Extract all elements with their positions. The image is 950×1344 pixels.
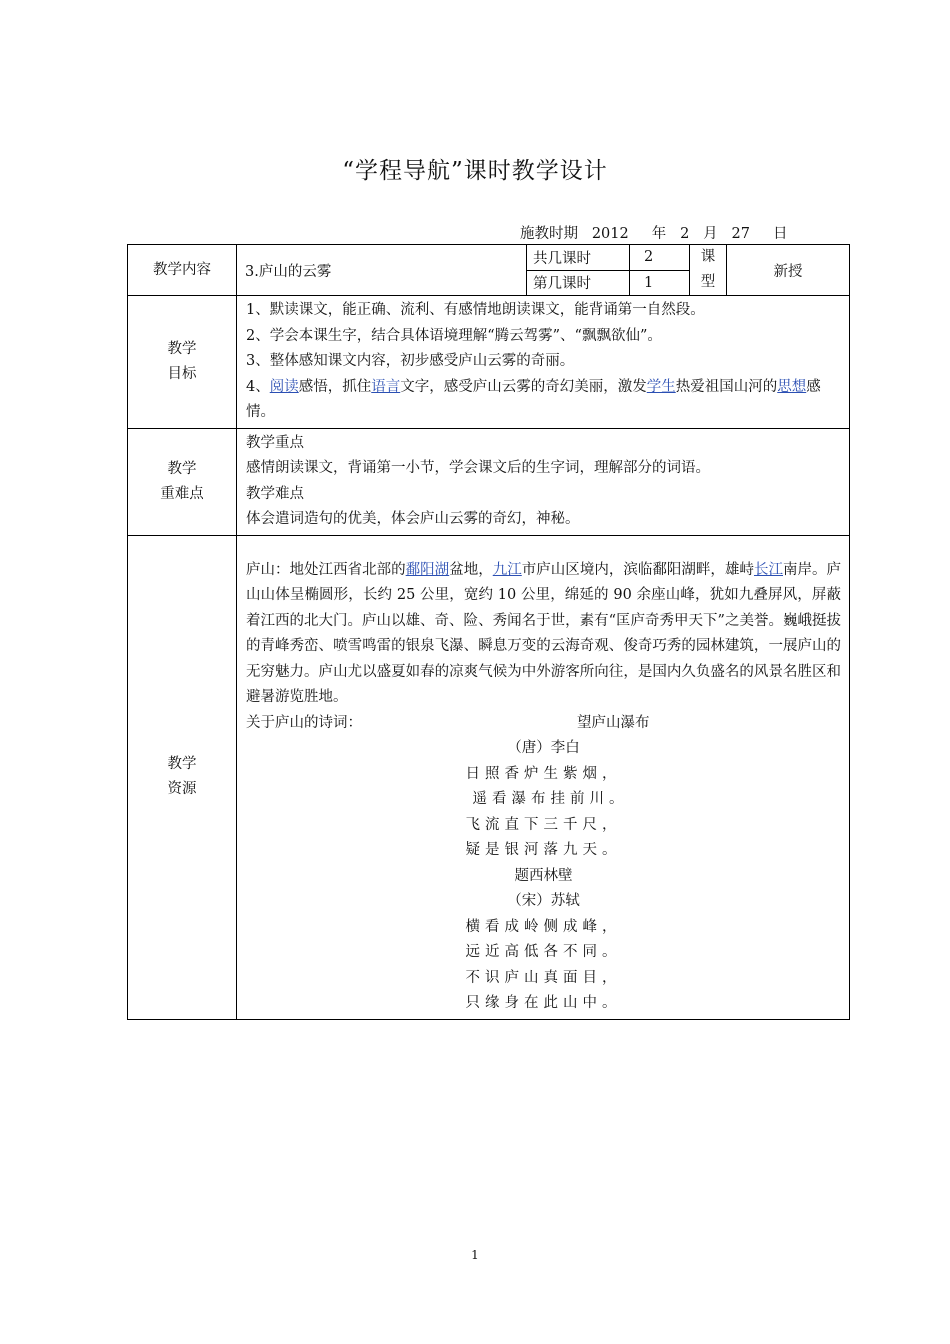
date-month-unit: 月: [703, 226, 718, 242]
poem2-line: 不识庐山真面目，: [465, 969, 622, 986]
link-thought[interactable]: 思想: [777, 378, 807, 395]
description-part: 市庐山区境内，滨临鄱阳湖畔，雄峙: [521, 561, 754, 578]
label-lesson-type: [690, 245, 727, 296]
row-key-points: [128, 428, 850, 535]
label-resources-2: 资源: [167, 781, 197, 797]
row-teaching-resources: [128, 535, 850, 1019]
poem1-author: （唐）李白: [507, 740, 580, 756]
link-language[interactable]: 语言: [371, 378, 401, 395]
goal-item-3: 3、整体感知课文内容，初步感受庐山云雾的奇丽。: [246, 353, 575, 369]
label-key-points-2: 重难点: [160, 485, 204, 502]
row-teaching-goals: [128, 296, 850, 429]
date-day-unit: 日: [773, 226, 788, 242]
poems-intro: 关于庐山的诗词：: [246, 714, 362, 731]
poem1-line: 疑是银河落九天。: [465, 842, 622, 858]
poem1-line: 飞流直下三千尺，: [465, 816, 622, 833]
value-total-lessons: 2: [630, 245, 690, 271]
resources-content: [237, 535, 850, 1019]
label-goals-1: 教学: [167, 340, 197, 357]
poem1-line: 遥看瀑布挂前川。: [472, 791, 629, 807]
poem2-title: 题西林壁: [514, 867, 573, 884]
poems-intro-row: [246, 711, 841, 737]
label-key-points: [128, 428, 237, 535]
goal-item-4-part: 感悟，抓住: [298, 378, 372, 395]
poem2-author: （宋）苏轼: [507, 893, 580, 909]
goal-item-2: 2、学会本课生字，结合具体语境理解“腾云驾雾”、“飘飘欲仙”。: [246, 327, 662, 344]
label-key-points-1: 教学: [167, 460, 197, 477]
difficulty-text: 体会遣词造句的优美，体会庐山云雾的奇幻，神秘。: [246, 511, 580, 527]
date-day: 27: [731, 226, 750, 242]
difficulty-title: 教学难点: [246, 485, 304, 502]
date-year-unit: 年: [651, 226, 667, 242]
poem2-line: 只缘身在此山中。: [465, 995, 622, 1011]
description-part: 南岸。庐山山体呈椭圆形，长约 25 公里，宽约 10 公里，绵延的 90 余座山峰，犹如九叠屏风，屏蔽着江西的北大门。庐山以雄、奇、险、秀闻名于世，素有“匡庐奇秀甲天下”之美誉。巍峨挺拔的青峰秀峦、喷雪鸣雷的银泉飞瀑、瞬息万变的云海奇观、俊奇巧秀的园林建筑，一展庐山的无穷魅力。庐山尤以盛夏如春的凉爽气候为中外游客所向往，是国内久负盛名的风景名胜区和避暑游览胜地。: [246, 561, 842, 705]
lesson-plan-table: [127, 244, 850, 1020]
goal-item-4-part: 感情。: [246, 378, 821, 420]
page-title: “学程导航”课时教学设计: [342, 158, 608, 184]
link-poyang-lake[interactable]: 鄱阳湖: [405, 561, 450, 578]
date-month: 2: [680, 226, 690, 242]
value-lesson-type: 新授: [727, 245, 850, 296]
link-jiujiang[interactable]: 九江: [492, 561, 522, 578]
date-year: 2012: [591, 226, 629, 242]
label-total-lessons: 共几课时: [527, 245, 630, 271]
goal-item-4: [246, 375, 841, 426]
link-yangtze[interactable]: 长江: [753, 561, 783, 578]
label-teaching-goals: [128, 296, 237, 429]
label-lesson-type-2: 型: [700, 274, 716, 290]
label-goals-2: 目标: [167, 365, 197, 382]
label-lesson-type-1: 课: [700, 249, 716, 265]
page-number: 1: [471, 1248, 479, 1262]
label-resources-1: 教学: [167, 756, 197, 772]
link-students[interactable]: 学生: [646, 378, 676, 395]
lesson-title: 3.庐山的云雾: [237, 245, 527, 296]
focus-title: 教学重点: [246, 434, 304, 451]
goal-item-1: 1、默读课文，能正确、流利、有感情地朗读课文，能背诵第一自然段。: [246, 302, 705, 318]
key-points-content: [237, 428, 850, 535]
goal-item-4-part: 文字，感受庐山云雾的奇幻美丽，激发: [400, 378, 647, 395]
poem1-line: 日照香炉生紫烟，: [465, 765, 622, 782]
poem2-line: 远近高低各不同。: [465, 944, 622, 960]
label-teaching-content: 教学内容: [128, 245, 237, 296]
focus-text: 感情朗读课文，背诵第一小节，学会课文后的生字词，理解部分的词语。: [246, 460, 710, 476]
link-reading[interactable]: 阅读: [269, 378, 299, 395]
poem1-title: 望庐山瀑布: [577, 714, 650, 731]
description-part: 庐山：地处江西省北部的: [246, 561, 406, 578]
date-line: [520, 222, 788, 243]
value-nth-lesson: 1: [630, 270, 690, 296]
date-label: 施教时期: [520, 226, 578, 242]
label-nth-lesson: 第几课时: [527, 270, 630, 296]
row-teaching-content: [128, 245, 850, 271]
goal-item-4-part: 热爱祖国山河的: [675, 378, 778, 395]
goal-item-4-part: 4、: [246, 378, 270, 395]
poem2-line: 横看成岭侧成峰，: [465, 918, 622, 935]
goals-content: [237, 296, 850, 429]
lushan-description: [246, 558, 841, 711]
label-teaching-resources: [128, 535, 237, 1019]
description-part: 盆地，: [449, 561, 493, 578]
